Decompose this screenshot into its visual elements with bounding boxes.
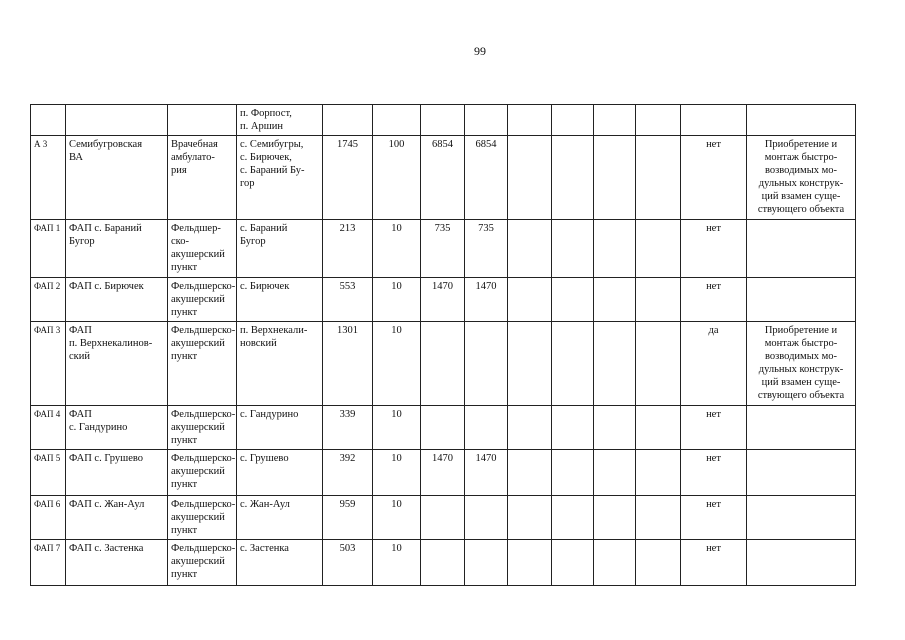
empty-cell bbox=[508, 496, 552, 540]
empty-cell bbox=[508, 322, 552, 406]
population: 553 bbox=[323, 278, 373, 322]
empty-cell bbox=[636, 450, 681, 496]
value-b: 1470 bbox=[465, 450, 508, 496]
measure-note bbox=[747, 540, 856, 586]
facility-type: Фельдшерско- акушерский пункт bbox=[168, 496, 237, 540]
facility-name: ФАП с. Бирючек bbox=[66, 278, 168, 322]
value-b bbox=[465, 540, 508, 586]
value-b bbox=[465, 406, 508, 450]
empty-cell bbox=[552, 136, 594, 220]
value-a: 6854 bbox=[421, 136, 465, 220]
capacity: 10 bbox=[373, 322, 421, 406]
empty-cell bbox=[594, 278, 636, 322]
capacity: 10 bbox=[373, 496, 421, 540]
capacity bbox=[373, 105, 421, 136]
empty-cell bbox=[508, 278, 552, 322]
facilities-table bbox=[30, 104, 856, 586]
facility-name: ФАП с. Застенка bbox=[66, 540, 168, 586]
table-row bbox=[31, 450, 856, 496]
empty-cell bbox=[594, 406, 636, 450]
empty-cell bbox=[636, 496, 681, 540]
flag: нет bbox=[681, 450, 747, 496]
value-b bbox=[465, 496, 508, 540]
empty-cell bbox=[552, 496, 594, 540]
empty-cell bbox=[594, 540, 636, 586]
served-settlements: п. Форпост, п. Аршин bbox=[237, 105, 323, 136]
facility-name: ФАП с. Гандурино bbox=[66, 406, 168, 450]
facility-name: Семибугровская ВА bbox=[66, 136, 168, 220]
empty-cell bbox=[594, 136, 636, 220]
empty-cell bbox=[594, 220, 636, 278]
table-row bbox=[31, 496, 856, 540]
value-b bbox=[465, 105, 508, 136]
capacity: 10 bbox=[373, 278, 421, 322]
flag: нет bbox=[681, 496, 747, 540]
measure-note bbox=[747, 450, 856, 496]
served-settlements: с. Жан-Аул bbox=[237, 496, 323, 540]
value-a bbox=[421, 322, 465, 406]
measure-note bbox=[747, 220, 856, 278]
served-settlements: с. Застенка bbox=[237, 540, 323, 586]
empty-cell bbox=[636, 136, 681, 220]
empty-cell bbox=[508, 136, 552, 220]
flag: нет bbox=[681, 136, 747, 220]
facility-type: Фельдшерско- акушерский пункт bbox=[168, 406, 237, 450]
facility-type: Фельдшерско- акушерский пункт bbox=[168, 322, 237, 406]
measure-note bbox=[747, 105, 856, 136]
empty-cell bbox=[636, 278, 681, 322]
facility-name bbox=[66, 105, 168, 136]
value-b: 1470 bbox=[465, 278, 508, 322]
page-number: 99 bbox=[474, 44, 486, 58]
row-id: ФАП 5 bbox=[31, 450, 66, 496]
flag: нет bbox=[681, 540, 747, 586]
empty-cell bbox=[508, 450, 552, 496]
flag: нет bbox=[681, 406, 747, 450]
row-id: ФАП 6 bbox=[31, 496, 66, 540]
served-settlements: с. Гандурино bbox=[237, 406, 323, 450]
value-b: 735 bbox=[465, 220, 508, 278]
row-id: ФАП 7 bbox=[31, 540, 66, 586]
facility-type: Фельдшерско- акушерский пункт bbox=[168, 278, 237, 322]
population bbox=[323, 105, 373, 136]
empty-cell bbox=[508, 105, 552, 136]
facility-name: ФАП с. Бараний Бугор bbox=[66, 220, 168, 278]
row-id bbox=[31, 105, 66, 136]
row-id: ФАП 2 bbox=[31, 278, 66, 322]
value-a: 1470 bbox=[421, 450, 465, 496]
measure-note bbox=[747, 278, 856, 322]
table-row bbox=[31, 136, 856, 220]
served-settlements: с. Грушево bbox=[237, 450, 323, 496]
flag: нет bbox=[681, 220, 747, 278]
table-row bbox=[31, 278, 856, 322]
facility-type bbox=[168, 105, 237, 136]
empty-cell bbox=[508, 406, 552, 450]
measure-note bbox=[747, 406, 856, 450]
empty-cell bbox=[594, 496, 636, 540]
row-id: ФАП 4 bbox=[31, 406, 66, 450]
population: 1301 bbox=[323, 322, 373, 406]
measure-note: Приобретение и монтаж быстро- возводимых мо- дульных конструк- ций взамен суще- ствующего объекта bbox=[747, 136, 856, 220]
empty-cell bbox=[594, 105, 636, 136]
empty-cell bbox=[636, 105, 681, 136]
empty-cell bbox=[594, 322, 636, 406]
value-a bbox=[421, 406, 465, 450]
facility-type: Врачебная амбулато- рия bbox=[168, 136, 237, 220]
capacity: 10 bbox=[373, 540, 421, 586]
value-a: 735 bbox=[421, 220, 465, 278]
served-settlements: с. Семибугры, с. Бирючек, с. Бараний Бу- гор bbox=[237, 136, 323, 220]
facility-type: Фельдшер- ско- акушерский пункт bbox=[168, 220, 237, 278]
empty-cell bbox=[636, 540, 681, 586]
empty-cell bbox=[636, 322, 681, 406]
value-a bbox=[421, 496, 465, 540]
facility-name: ФАП п. Верхнекалинов- ский bbox=[66, 322, 168, 406]
empty-cell bbox=[594, 450, 636, 496]
facility-name: ФАП с. Жан-Аул bbox=[66, 496, 168, 540]
capacity: 10 bbox=[373, 450, 421, 496]
table-row bbox=[31, 406, 856, 450]
flag: нет bbox=[681, 278, 747, 322]
value-a bbox=[421, 105, 465, 136]
value-a bbox=[421, 540, 465, 586]
empty-cell bbox=[552, 406, 594, 450]
measure-note bbox=[747, 496, 856, 540]
empty-cell bbox=[636, 406, 681, 450]
table-row bbox=[31, 322, 856, 406]
empty-cell bbox=[552, 105, 594, 136]
empty-cell bbox=[552, 278, 594, 322]
table-row bbox=[31, 105, 856, 136]
empty-cell bbox=[508, 220, 552, 278]
population: 1745 bbox=[323, 136, 373, 220]
population: 503 bbox=[323, 540, 373, 586]
population: 959 bbox=[323, 496, 373, 540]
flag bbox=[681, 105, 747, 136]
table-row bbox=[31, 220, 856, 278]
population: 213 bbox=[323, 220, 373, 278]
capacity: 10 bbox=[373, 220, 421, 278]
served-settlements: с. Бараний Бугор bbox=[237, 220, 323, 278]
value-a: 1470 bbox=[421, 278, 465, 322]
empty-cell bbox=[508, 540, 552, 586]
value-b bbox=[465, 322, 508, 406]
row-id: ФАП 3 bbox=[31, 322, 66, 406]
served-settlements: с. Бирючек bbox=[237, 278, 323, 322]
facility-name: ФАП с. Грушево bbox=[66, 450, 168, 496]
facility-type: Фельдшерско- акушерский пункт bbox=[168, 540, 237, 586]
empty-cell bbox=[552, 322, 594, 406]
value-b: 6854 bbox=[465, 136, 508, 220]
table-row bbox=[31, 540, 856, 586]
capacity: 10 bbox=[373, 406, 421, 450]
row-id: ФАП 1 bbox=[31, 220, 66, 278]
facility-type: Фельдшерско- акушерский пункт bbox=[168, 450, 237, 496]
population: 392 bbox=[323, 450, 373, 496]
empty-cell bbox=[552, 540, 594, 586]
measure-note: Приобретение и монтаж быстро- возводимых мо- дульных конструк- ций взамен суще- ствующего объекта bbox=[747, 322, 856, 406]
served-settlements: п. Верхнекали- новский bbox=[237, 322, 323, 406]
empty-cell bbox=[636, 220, 681, 278]
flag: да bbox=[681, 322, 747, 406]
empty-cell bbox=[552, 220, 594, 278]
empty-cell bbox=[552, 450, 594, 496]
row-id: А 3 bbox=[31, 136, 66, 220]
capacity: 100 bbox=[373, 136, 421, 220]
population: 339 bbox=[323, 406, 373, 450]
